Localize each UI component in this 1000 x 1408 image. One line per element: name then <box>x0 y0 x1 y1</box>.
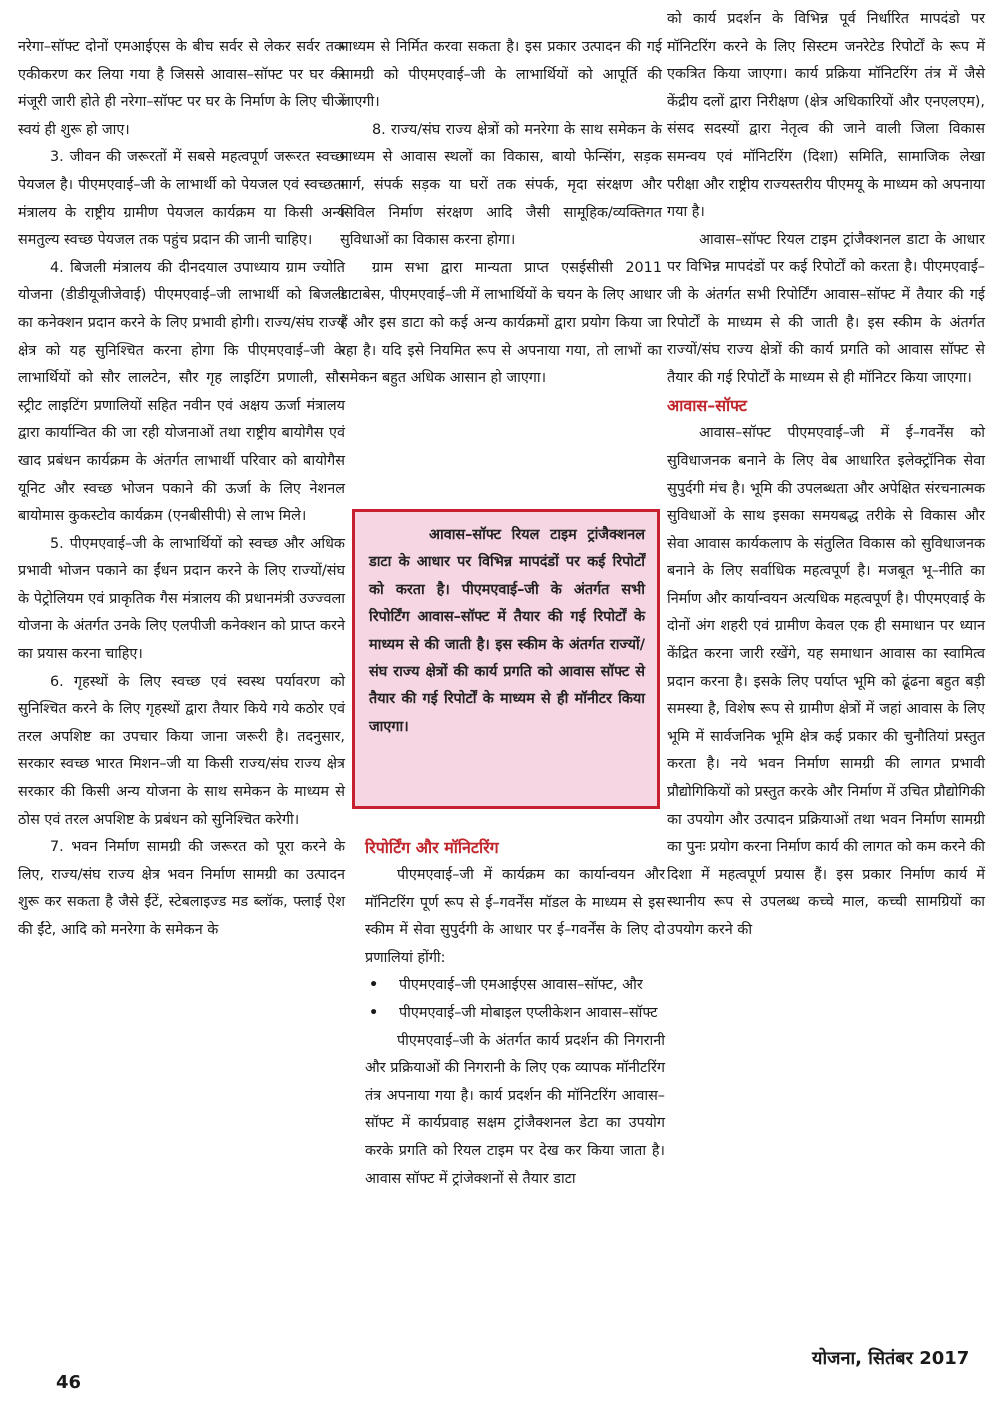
column-middle-top <box>340 34 662 393</box>
paragraph-egovernance: पीएमएवाई–जी में कार्यक्रम का कार्यान्वयन और मॉनिटरिंग पूर्ण रूप से ई–गवर्नेंस मॉडल के माध्यम से इस स्कीम में सेवा सुपुर्दगी के आधार पर ई–गवर्नेंस के लिए दो प्रणालियां होंगी: <box>365 867 665 966</box>
paragraph-point-8: 8. राज्य/संघ राज्य क्षेत्रों को मनरेगा के साथ समेकन के माध्यम से आवास स्थलों का विकास, बायो फेन्सिंग, सड़क मार्ग, संपर्क सड़क या घरों तक संपर्क, मृदा संरक्षण और सिविल निर्माण संरक्षण आदि जैसी सामूहिक/व्यक्तिगत सुविधाओं का विकास करना होगा। <box>340 121 662 249</box>
paragraph-system-reports: को कार्य प्रदर्शन के विभिन्न पूर्व निर्धारित मापदंडो पर मॉनिटरिंग करने के लिए सिस्टम जनरेटेड रिपोर्टों के रूप में एकत्रित किया जाएगा। कार्य प्रक्रिया मॉनिटरिंग तंत्र में जैसे केंद्रीय दलों द्वारा निरीक्षण (क्षेत्र अधिकारियों और एनएलएम), संसद सदस्यों द्वारा नेतृत्व की जाने वाली जिला विकास समन्वय एवं मॉनिटरिंग (दिशा) समिति, सामाजिक लेखा परीक्षा और राष्ट्रीय राज्यस्तरीय पीएमयू के माध्यम को अपनाया गया है। <box>667 11 985 221</box>
list-item: • पीएमएवाई–जी एमआईएस आवास–सॉफ्ट, और <box>365 972 665 1000</box>
magazine-footer: योजना, सितंबर 2017 <box>812 1348 970 1369</box>
column-middle-bottom <box>365 834 665 1193</box>
paragraph-point-4: 4. बिजली मंत्रालय की दीनदयाल उपाध्याय ग्राम ज्योति योजना (डीडीयूजीजेवाई) पीएमएवाई–जी लाभार्थी को बिजली का कनेक्शन प्रदान करने के लिए प्रभावी होगी। राज्य/संघ राज्य क्षेत्र को यह सुनिश्चित करना होगा कि पीएमएवाई–जी के लाभार्थियों को सौर लालटेन, सौर गृह लाइटिंग प्रणाली, सौर स्ट्रीट लाइटिंग प्रणालियों सहित नवीन एवं अक्षय ऊर्जा मंत्रालय द्वारा कार्यान्वित की जा रही योजनाओं तथा राष्ट्रीय बायोगैस एवं खाद प्रबंधन कार्यक्रम के अंतर्गत लाभार्थी परिवार को बायोगैस यूनिट और स्वच्छ भोजन पकाने की ऊर्जा के लिए नेशनल बायोमास कुकस्टोव कार्यक्रम (एनबीसीपी) से लाभ मिले। <box>18 259 345 525</box>
paragraph-monitoring-mechanism: पीएमएवाई–जी के अंतर्गत कार्य प्रदर्शन की निगरानी और प्रक्रियाओं की निगरानी के लिए एक व्यापक मॉनीटरिंग तंत्र अपनाया गया है। कार्य प्रदर्शन की मॉनिटरिंग आवास–सॉफ्ट में कार्यप्रवाह सक्षम ट्रांजैक्शनल डेटा का उपयोग करके प्रगति को रियल टाइम पर देख कर किया जाता है। आवास सॉफ्ट में ट्रांजेक्शनों से तैयार डाटा <box>365 1032 665 1187</box>
column-left <box>18 34 345 945</box>
paragraph-material-supply: माध्यम से निर्मित करवा सकता है। इस प्रकार उत्पादन की गई सामग्री को पीएमएवाई–जी के लाभार्थियों को आपूर्ति की जाएगी। <box>340 39 662 111</box>
paragraph-naregasoft: नरेगा–सॉफ्ट दोनों एमआईएस के बीच सर्वर से लेकर सर्वर तक एकीकरण कर लिया गया है जिससे आवास–सॉफ्ट पर घर की मंजूरी जारी होते ही नरेगा–सॉफ्ट पर घर के निर्माण के लिए चीजें स्वयं ही शुरू हो जाए। <box>18 39 345 138</box>
highlight-box <box>352 509 660 809</box>
paragraph-realtime-data: आवास–सॉफ्ट रियल टाइम ट्रांजैक्शनल डाटा के आधार पर विभिन्न मापदंडों पर कई रिपोर्टों को करता है। पीएमएवाई–जी के अंतर्गत सभी रिपोर्टिंग आवास–सॉफ्ट में तैयार की गई रिपोर्टों के माध्यम से की जाती है। इस स्कीम के अंतर्गत राज्यों/संघ राज्य क्षेत्रों की कार्य प्रगति को आवास सॉफ्ट से तैयार की गई रिपोर्टों के माध्यम से ही मॉनिटर किया जाएगा। <box>667 231 985 386</box>
page-number: 46 <box>56 1372 82 1393</box>
paragraph-point-7: 7. भवन निर्माण सामग्री की जरूरत को पूरा करने के लिए, राज्य/संघ राज्य क्षेत्र भवन निर्माण सामग्री का उत्पादन शुरू कर सकता है जैसे ईंटें, स्टेबलाइज्ड मड ब्लॉक, फ्लाई ऐश की ईंटे, आदि को मनरेगा के समेकन के <box>18 839 345 938</box>
list-item: • पीएमएवाई–जी मोबाइल एप्लीकेशन आवास–सॉफ्ट <box>365 1000 665 1028</box>
section-heading-awaassoft: आवास–सॉफ्ट <box>667 396 748 416</box>
paragraph-secc-database: ग्राम सभा द्वारा मान्यता प्राप्त एसईसीसी 2011 डाटाबेस, पीएमएवाई–जी में लाभार्थियों के चयन के लिए आधार हैं और इस डाटा को कई अन्य कार्यक्रमों द्वारा प्रयोग किया जा रहा है। यदि इसे नियमित रूप से अपनाया गया, तो लाभों का समेकन बहुत अधिक आसान हो जाएगा। <box>340 259 662 387</box>
paragraph-awaassoft: आवास–सॉफ्ट पीएमएवाई–जी में ई–गवर्नेंस को सुविधाजनक बनाने के लिए वेब आधारित इलेक्ट्रॉनिक सेवा सुपुर्दगी मंच है। भूमि की उपलब्धता और अपेक्षित संरचनात्मक सुविधाओं के साथ इसका समयबद्ध तरीके से विकास और सेवा आवास कार्यकलाप के संतुलित विकास को सुविधाजनक बनाने के लिए सर्वाधिक महत्वपूर्ण है। मजबूत भू–नीति का निर्माण और कार्यान्वयन अत्यधिक महत्वपूर्ण है। पीएमएवाई के दोनों अंग शहरी एवं ग्रामीण केवल एक ही समाधान पर ध्यान केंद्रित करना जारी रखेंगे, यह समाधान आवास का स्वामित्व प्रदान करना है। इसके लिए पर्याप्त भूमि को ढूंढना बहुत बड़ी समस्या है, विशेष रूप से ग्रामीण क्षेत्रों में जहां आवास के लिए भूमि में सार्वजनिक भूमि क्षेत्र कई प्रकार की चुनौतियां प्रस्तुत करता है। नये भवन निर्माण सामग्री की लागत प्रभावी प्रौद्योगिकियों को प्रस्तुत करके और निर्माण में उचित प्रौद्योगिकी का उपयोग और उत्पादन प्रक्रियाओं तथा भवन निर्माण सामग्री का पुनः प्रयोग करना निर्माण कार्य की लागत को कम करने की दिशा में महत्वपूर्ण प्रयास हैं। इस प्रकार निर्माण कार्य में स्थानीय रूप से उपलब्ध कच्चे माल, कच्ची सामग्रियों का उपयोग करने की <box>667 425 985 938</box>
bullet-icon: • <box>369 1004 379 1021</box>
paragraph-point-6: 6. गृहस्थों के लिए स्वच्छ एवं स्वस्थ पर्यावरण को सुनिश्चित करने के लिए गृहस्थों द्वारा तैयार किये गये कठोर एवं तरल अपशिष्ट का उपचार किया जाना जरूरी है। तदनुसार, सरकार स्वच्छ भारत मिशन–जी या किसी राज्य/संघ राज्य क्षेत्र सरकार की किसी अन्य योजना के साथ समेकन के माध्यम से ठोस एवं तरल अपशिष्ट के प्रबंधन को सुनिश्चित करेगी। <box>18 673 345 828</box>
bullet-list <box>365 972 665 1027</box>
paragraph-point-5: 5. पीएमएवाई–जी के लाभार्थियों को स्वच्छ और अधिक प्रभावी भोजन पकाने का ईंधन प्रदान करने के लिए राज्यों/संघ के पेट्रोलियम एवं प्राकृतिक गैस मंत्रालय की प्रधानमंत्री उज्ज्वला योजना के अंतर्गत उनके लिए एलपीजी कनेक्शन को प्राप्त करने का प्रयास करना चाहिए। <box>18 535 345 663</box>
bullet-icon: • <box>369 977 379 994</box>
section-heading-reporting: रिपोर्टिंग और मॉनिटरिंग <box>365 838 499 857</box>
highlight-box-text: आवास–सॉफ्ट रियल टाइम ट्रांजैक्शनल डाटा के आधार पर विभिन्न मापदंडों पर कई रिपोर्टों को करता है। पीएमएवाई–जी के अंतर्गत सभी रिपोर्टिंग आवास–सॉफ्ट में तैयार की गई रिपोर्टों के माध्यम से की जाती है। इस स्कीम के अंतर्गत राज्यों/संघ राज्य क्षेत्रों की कार्य प्रगति को आवास सॉफ्ट से तैयार की गई रिपोर्टों के माध्यम से ही मॉनीटर किया जाएगा। <box>369 527 645 735</box>
paragraph-point-3: 3. जीवन की जरूरतों में सबसे महत्वपूर्ण जरूरत स्वच्छ पेयजल है। पीएमएवाई–जी के लाभार्थी को पेयजल एवं स्वच्छता मंत्रालय के राष्ट्रीय ग्रामीण पेयजल कार्यक्रम या किसी अन्य समतुल्य स्वच्छ पेयजल तक पहुंच प्रदान की जानी चाहिए। <box>18 149 345 249</box>
column-right <box>667 6 985 945</box>
